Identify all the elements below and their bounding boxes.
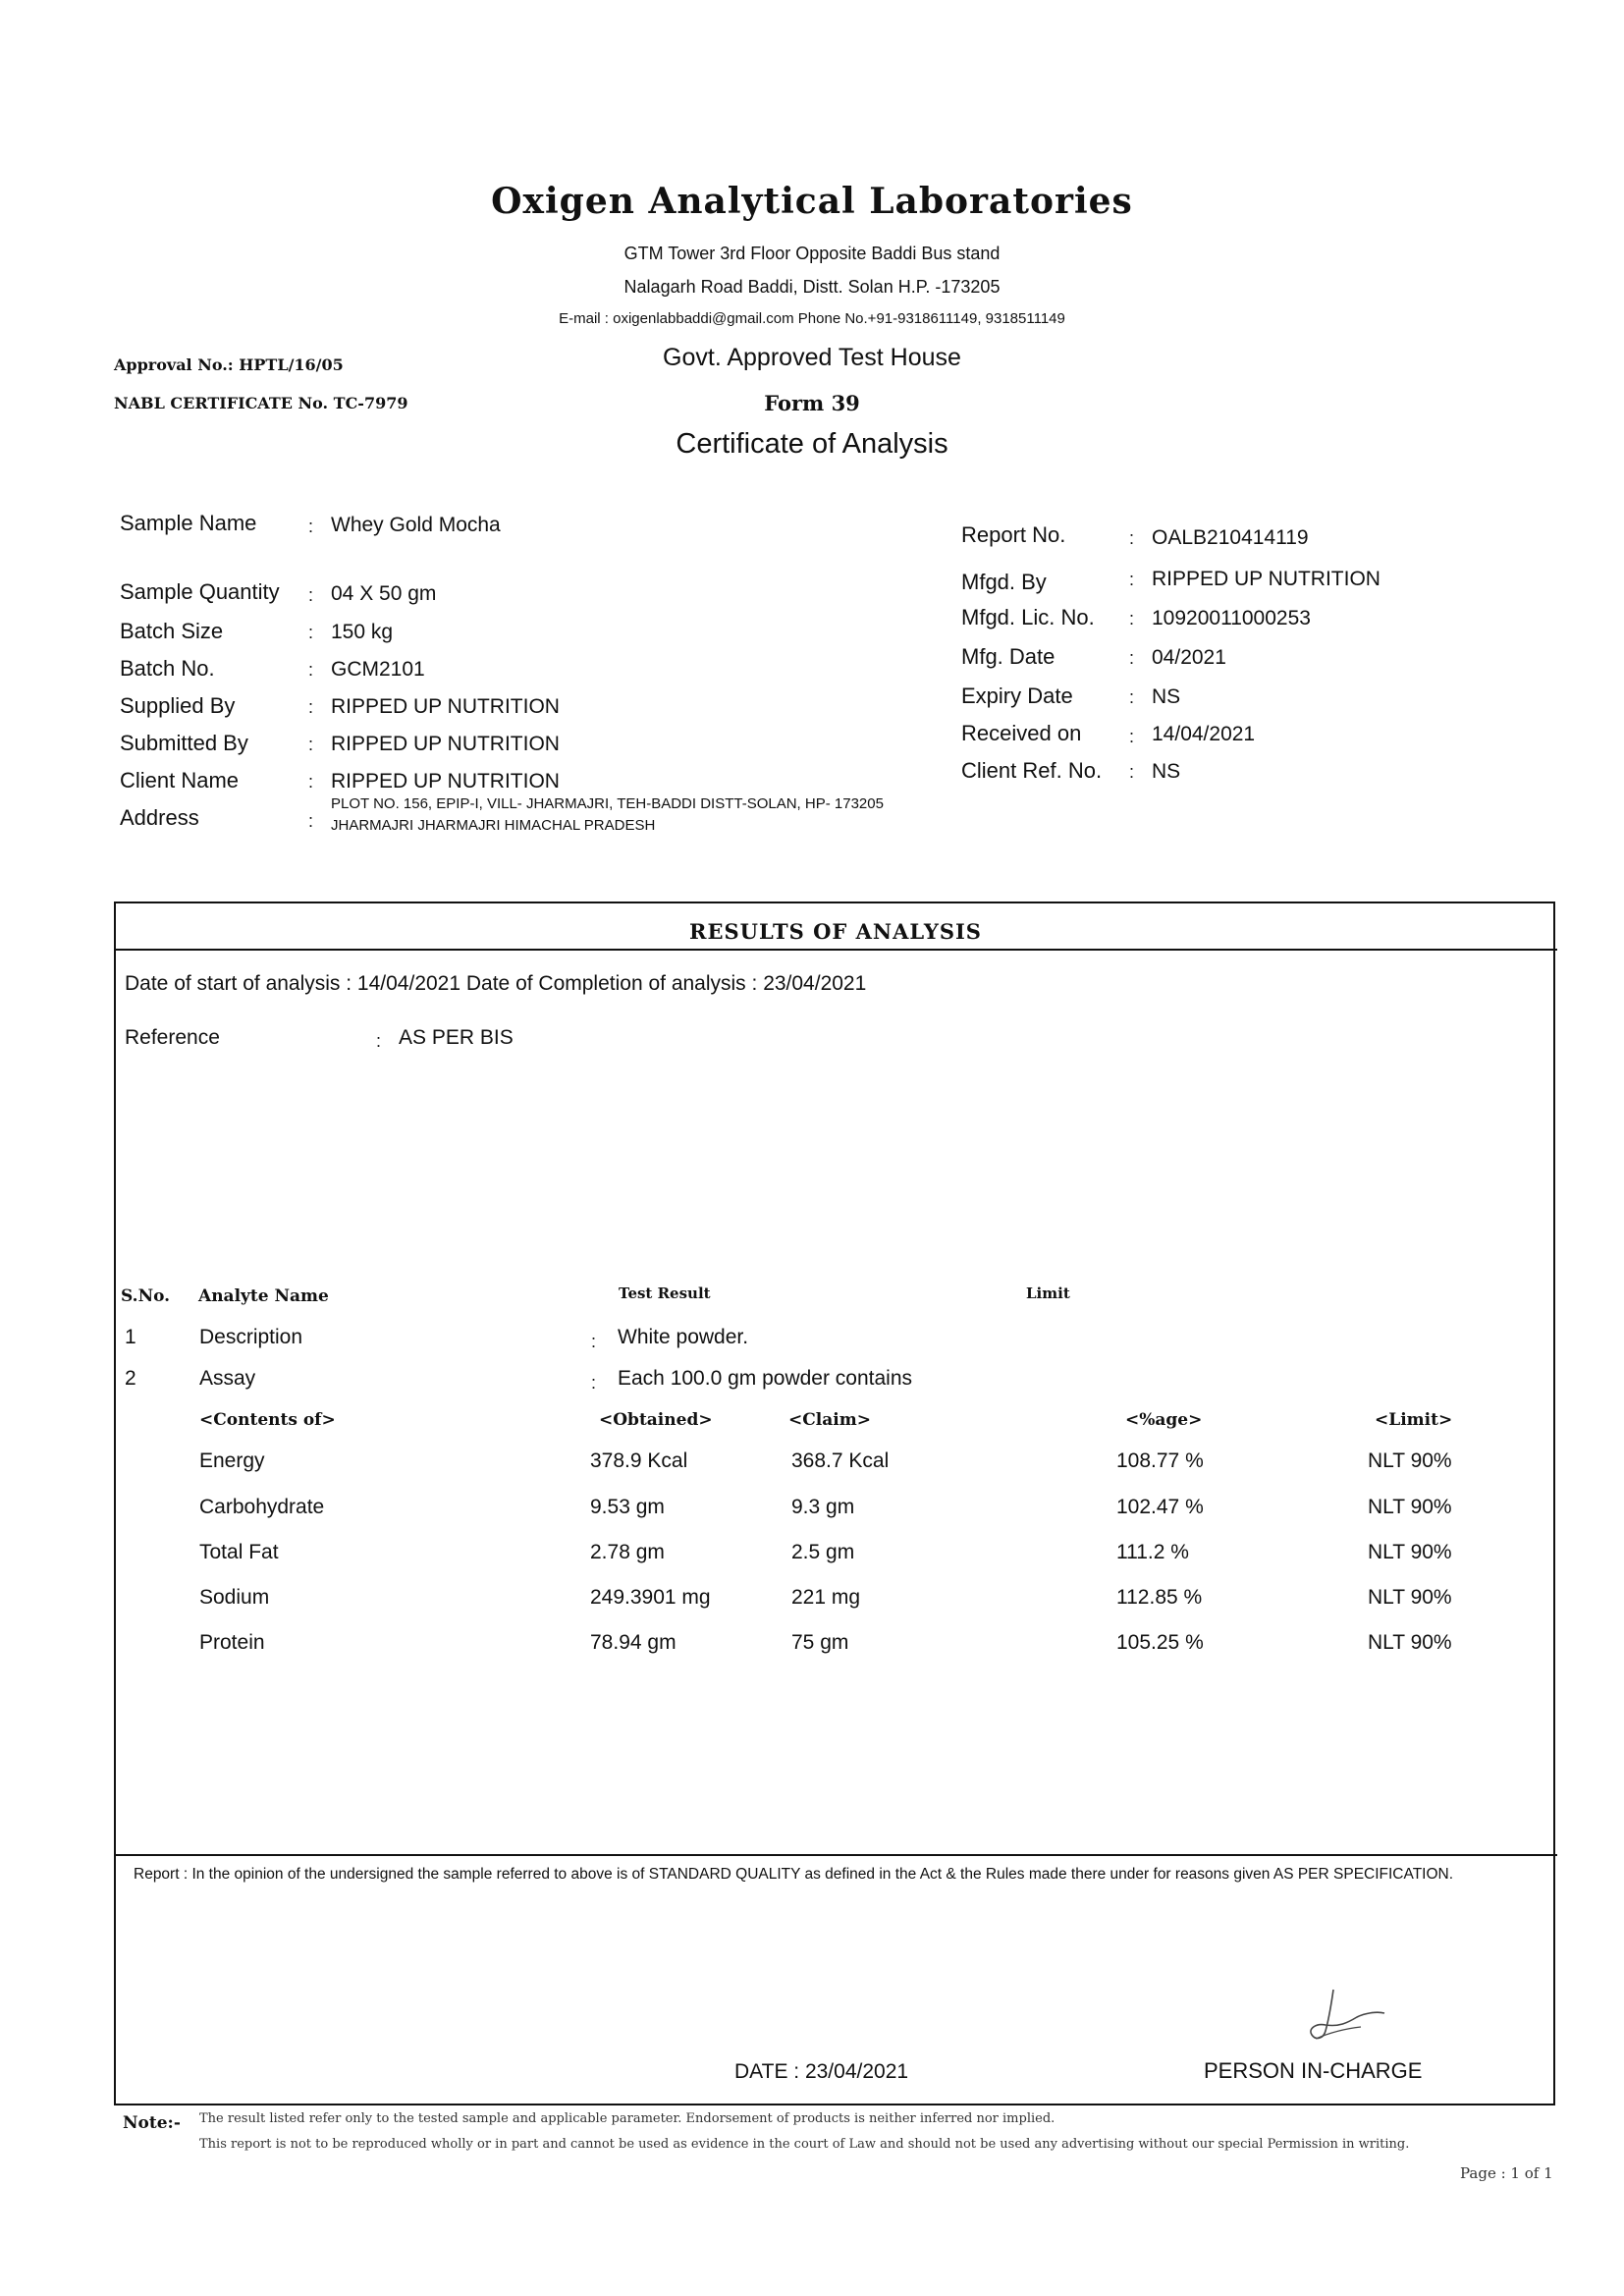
col-header-analyte: Analyte Name xyxy=(198,1286,329,1306)
address-label: Address xyxy=(120,805,199,830)
person-in-charge: PERSON IN-CHARGE xyxy=(1204,2058,1423,2083)
client-name-label: Client Name xyxy=(120,768,240,793)
sample-quantity-label: Sample Quantity xyxy=(120,579,280,604)
separator: : xyxy=(308,660,314,680)
separator: : xyxy=(1129,687,1135,707)
lab-name: Oxigen Analytical Laboratories xyxy=(491,181,1133,222)
assay-obtained: 78.94 gm xyxy=(590,1631,677,1654)
expiry-date-label: Expiry Date xyxy=(961,683,1073,708)
assay-claim: 9.3 gm xyxy=(791,1496,855,1518)
assay-claim: 221 mg xyxy=(791,1586,861,1609)
report-divider xyxy=(114,1854,1557,1856)
form-number: Form 39 xyxy=(764,391,860,415)
results-title-divider xyxy=(114,949,1557,951)
sample-name-value: Whey Gold Mocha xyxy=(331,514,501,536)
assay-claim: 368.7 Kcal xyxy=(791,1449,890,1472)
client-ref-no-value: NS xyxy=(1152,760,1181,783)
mfgd-by-label: Mfgd. By xyxy=(961,570,1047,594)
separator: : xyxy=(308,811,314,831)
report-no-label: Report No. xyxy=(961,522,1066,547)
govt-approved: Govt. Approved Test House xyxy=(663,344,961,371)
col-header-result: Test Result xyxy=(619,1285,711,1302)
col-header-sno: S.No. xyxy=(121,1286,171,1306)
assay-limit: NLT 90% xyxy=(1368,1631,1452,1654)
separator: : xyxy=(308,623,314,642)
reference-value: AS PER BIS xyxy=(399,1026,514,1049)
nabl-certificate: NABL CERTIFICATE No. TC-7979 xyxy=(114,394,408,412)
sub-header-percentage: <%age> xyxy=(1125,1410,1203,1430)
separator: : xyxy=(591,1373,597,1393)
mfg-date-label: Mfg. Date xyxy=(961,644,1056,669)
separator: : xyxy=(1129,727,1135,746)
separator: : xyxy=(308,697,314,717)
sample-name-label: Sample Name xyxy=(120,511,257,535)
sample-quantity-value: 04 X 50 gm xyxy=(331,582,437,605)
mfg-date-value: 04/2021 xyxy=(1152,646,1226,669)
note-line2: This report is not to be reproduced wholly or in part and cannot be used as evidence in the court of Law and should not be used any advertising without our special Permission in writing. xyxy=(199,2137,1410,2152)
batch-size-label: Batch Size xyxy=(120,619,224,643)
assay-claim: 2.5 gm xyxy=(791,1541,855,1563)
assay-obtained: 9.53 gm xyxy=(590,1496,665,1518)
assay-name: Protein xyxy=(199,1631,265,1654)
note-label: Note:- xyxy=(123,2113,181,2133)
lab-address-line1: GTM Tower 3rd Floor Opposite Baddi Bus stand xyxy=(623,244,1001,263)
row-sno: 2 xyxy=(125,1367,136,1390)
mfgd-lic-no-value: 10920011000253 xyxy=(1152,607,1311,629)
report-date: DATE : 23/04/2021 xyxy=(734,2060,909,2083)
separator: : xyxy=(1129,609,1135,629)
separator: : xyxy=(376,1031,382,1051)
assay-name: Sodium xyxy=(199,1586,270,1609)
page-title: Certificate of Analysis xyxy=(676,428,948,460)
report-no-value: OALB210414119 xyxy=(1152,526,1309,549)
mfgd-by-value: RIPPED UP NUTRITION xyxy=(1152,568,1380,590)
sub-header-contents: <Contents of> xyxy=(199,1410,336,1430)
assay-obtained: 378.9 Kcal xyxy=(590,1449,688,1472)
separator: : xyxy=(308,517,314,536)
assay-limit: NLT 90% xyxy=(1368,1541,1452,1563)
batch-no-label: Batch No. xyxy=(120,656,215,681)
lab-contact: E-mail : oxigenlabbaddi@gmail.com Phone No.+91-9318611149, 9318511149 xyxy=(559,310,1065,327)
row-analyte-name: Description xyxy=(199,1326,303,1348)
lab-address-line2: Nalagarh Road Baddi, Distt. Solan H.P. -173205 xyxy=(623,277,1001,297)
client-ref-no-label: Client Ref. No. xyxy=(961,758,1103,783)
row-analyte-name: Assay xyxy=(199,1367,256,1390)
mfgd-lic-no-label: Mfgd. Lic. No. xyxy=(961,605,1095,629)
separator: : xyxy=(1129,648,1135,668)
assay-claim: 75 gm xyxy=(791,1631,849,1654)
assay-limit: NLT 90% xyxy=(1368,1496,1452,1518)
assay-limit: NLT 90% xyxy=(1368,1449,1452,1472)
separator: : xyxy=(1129,762,1135,782)
separator: : xyxy=(1129,570,1135,589)
separator: : xyxy=(308,772,314,792)
reference-label: Reference xyxy=(125,1026,220,1049)
page-number: Page : 1 of 1 xyxy=(1460,2164,1553,2182)
received-on-label: Received on xyxy=(961,721,1082,745)
signature-mark xyxy=(1286,1984,1394,2052)
assay-name: Energy xyxy=(199,1449,265,1472)
expiry-date-value: NS xyxy=(1152,685,1181,708)
analysis-dates: Date of start of analysis : 14/04/2021 Date of Completion of analysis : 23/04/2021 xyxy=(125,972,867,995)
assay-percentage: 111.2 % xyxy=(1116,1541,1189,1563)
supplied-by-value: RIPPED UP NUTRITION xyxy=(331,695,560,718)
approval-number: Approval No.: HPTL/16/05 xyxy=(114,355,344,374)
assay-percentage: 108.77 % xyxy=(1116,1449,1204,1472)
separator: : xyxy=(591,1332,597,1351)
separator: : xyxy=(1129,528,1135,548)
sub-header-obtained: <Obtained> xyxy=(599,1410,713,1430)
address-line2: JHARMAJRI JHARMAJRI HIMACHAL PRADESH xyxy=(331,817,656,834)
sub-header-claim: <Claim> xyxy=(788,1410,871,1430)
assay-name: Total Fat xyxy=(199,1541,279,1563)
address-line1: PLOT NO. 156, EPIP-I, VILL- JHARMAJRI, TEH-BADDI DISTT-SOLAN, HP- 173205 xyxy=(331,795,884,812)
supplied-by-label: Supplied By xyxy=(120,693,236,718)
note-line1: The result listed refer only to the tested sample and applicable parameter. Endorsement of products is neither inferred nor implied. xyxy=(199,2111,1056,2126)
received-on-value: 14/04/2021 xyxy=(1152,723,1256,745)
row-sno: 1 xyxy=(125,1326,136,1348)
submitted-by-value: RIPPED UP NUTRITION xyxy=(331,733,560,755)
client-name-value: RIPPED UP NUTRITION xyxy=(331,770,560,793)
assay-percentage: 105.25 % xyxy=(1116,1631,1204,1654)
batch-no-value: GCM2101 xyxy=(331,658,425,681)
assay-obtained: 2.78 gm xyxy=(590,1541,665,1563)
row-test-result: Each 100.0 gm powder contains xyxy=(618,1367,913,1390)
submitted-by-label: Submitted By xyxy=(120,731,248,755)
col-header-limit: Limit xyxy=(1026,1285,1070,1302)
row-test-result: White powder. xyxy=(618,1326,749,1348)
separator: : xyxy=(308,585,314,605)
assay-obtained: 249.3901 mg xyxy=(590,1586,711,1609)
batch-size-value: 150 kg xyxy=(331,621,394,643)
assay-name: Carbohydrate xyxy=(199,1496,325,1518)
separator: : xyxy=(308,735,314,754)
report-statement: Report : In the opinion of the undersigned the sample referred to above is of STANDARD QUALITY as defined in the Act & the Rules made there under for reasons given AS PER SPECIFICATION. xyxy=(134,1866,1454,1883)
results-title: RESULTS OF ANALYSIS xyxy=(689,919,982,944)
assay-percentage: 102.47 % xyxy=(1116,1496,1204,1518)
assay-percentage: 112.85 % xyxy=(1116,1586,1203,1609)
assay-limit: NLT 90% xyxy=(1368,1586,1452,1609)
sub-header-limit: <Limit> xyxy=(1375,1410,1453,1430)
